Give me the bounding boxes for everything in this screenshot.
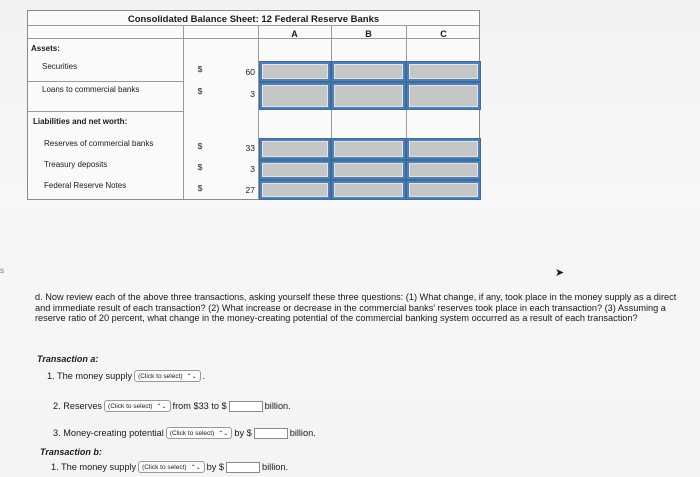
- input-cell-reserves-a[interactable]: [259, 138, 331, 160]
- row-amount-treasury: 3: [250, 164, 255, 174]
- row-amount-loans: 3: [250, 89, 255, 99]
- input-cell-fr-notes-a[interactable]: [259, 180, 331, 200]
- txn-a-line-3: [53, 427, 316, 439]
- txn-a-potential-select[interactable]: [166, 427, 233, 439]
- row-label-reserves: Reserves of commercial banks: [44, 139, 154, 148]
- input-cell-securities-a[interactable]: [259, 61, 331, 82]
- input-cell-securities-b[interactable]: [331, 61, 406, 82]
- grid-line: [28, 25, 479, 26]
- select-placeholder: (Click to select): [108, 402, 153, 410]
- row-amount-securities: 60: [245, 67, 255, 77]
- txn-b-line-1: [51, 461, 288, 473]
- txn-a-l1-pre: 1. The money supply: [47, 371, 133, 381]
- input-cell-treasury-a[interactable]: [259, 160, 331, 180]
- txn-a-l1-post: .: [202, 371, 206, 381]
- transaction-a-heading: Transaction a:: [37, 354, 99, 364]
- input-cell-reserves-b[interactable]: [331, 138, 406, 160]
- row-dollar: $: [197, 183, 203, 193]
- txn-a-l2-pre: 2. Reserves: [53, 401, 103, 411]
- select-placeholder: (Click to select): [169, 429, 215, 437]
- input-cell-loans-c[interactable]: [406, 82, 481, 110]
- row-dollar: $: [197, 64, 203, 74]
- row-dollar: $: [197, 162, 203, 172]
- select-placeholder: (Click to select): [138, 372, 183, 380]
- question-text: d. Now review each of the above three transactions, asking yourself these three questions: (1) What change, if any, took place in the money supply as a direct and immediate result of each transaction? (2) What increase or decrease in the commercial banks' reserves took place in each transaction? (3) Assuming a reserve ratio of 20 percent, what change in the money-creating potential of the commercial banking system occurred as a result of each transaction?: [35, 292, 677, 324]
- column-header-a: A: [291, 29, 298, 39]
- balance-sheet-table: [27, 10, 480, 200]
- chevron-updown-icon: ⌃⌄: [190, 464, 201, 471]
- input-cell-loans-a[interactable]: [259, 82, 331, 110]
- txn-a-line-1: [47, 370, 205, 382]
- transaction-b-heading: Transaction b:: [40, 447, 102, 457]
- txn-a-reserves-amount-input[interactable]: [229, 401, 263, 412]
- txn-a-reserves-select[interactable]: [104, 400, 171, 412]
- txn-b-money-supply-select[interactable]: [138, 461, 205, 473]
- liabilities-heading: Liabilities and net worth:: [33, 117, 128, 126]
- input-cell-fr-notes-b[interactable]: [331, 180, 406, 200]
- assets-heading: Assets:: [31, 44, 60, 53]
- chevron-updown-icon: ⌃⌄: [186, 373, 197, 380]
- txn-b-money-supply-amount-input[interactable]: [226, 462, 260, 473]
- row-dollar: $: [197, 141, 203, 151]
- input-cell-treasury-b[interactable]: [331, 160, 406, 180]
- grid-line: [183, 25, 184, 199]
- input-cell-securities-c[interactable]: [406, 61, 481, 82]
- txn-a-l2-post: billion.: [264, 401, 291, 411]
- input-cell-reserves-c[interactable]: [406, 138, 481, 160]
- sheet-title: Consolidated Balance Sheet: 12 Federal Reserve Banks: [127, 14, 380, 25]
- txn-b-l1-mid: by $: [206, 462, 224, 472]
- row-dollar: $: [197, 86, 203, 96]
- txn-b-l1-post: billion.: [262, 462, 289, 472]
- txn-a-l2-mid: from $33 to $: [172, 401, 227, 411]
- txn-b-l1-pre: 1. The money supply: [51, 462, 137, 472]
- txn-a-l3-mid: by $: [234, 428, 252, 438]
- row-label-fr-notes: Federal Reserve Notes: [44, 181, 127, 190]
- chevron-updown-icon: ⌃⌄: [156, 403, 167, 410]
- row-label-loans: Loans to commercial banks: [42, 85, 140, 94]
- row-amount-fr-notes: 27: [245, 185, 255, 195]
- grid-line: [28, 111, 183, 112]
- input-cell-loans-b[interactable]: [331, 82, 406, 110]
- mouse-cursor-icon: ➤: [555, 267, 565, 279]
- input-cell-treasury-c[interactable]: [406, 160, 481, 180]
- chevron-updown-icon: ⌃⌄: [218, 430, 229, 437]
- row-label-securities: Securities: [42, 62, 78, 71]
- grid-line: [28, 81, 183, 82]
- row-label-treasury: Treasury deposits: [44, 160, 108, 169]
- column-header-c: C: [440, 29, 447, 39]
- txn-a-potential-amount-input[interactable]: [254, 428, 288, 439]
- txn-a-l3-post: billion.: [289, 428, 316, 438]
- select-placeholder: (Click to select): [142, 463, 187, 471]
- txn-a-line-2: [53, 400, 291, 412]
- txn-a-l3-pre: 3. Money-creating potential: [53, 428, 164, 438]
- txn-a-money-supply-select[interactable]: [134, 370, 201, 382]
- row-amount-reserves: 33: [245, 143, 255, 153]
- input-cell-fr-notes-c[interactable]: [406, 180, 481, 200]
- column-header-b: B: [365, 29, 372, 39]
- margin-mark: s: [0, 266, 4, 275]
